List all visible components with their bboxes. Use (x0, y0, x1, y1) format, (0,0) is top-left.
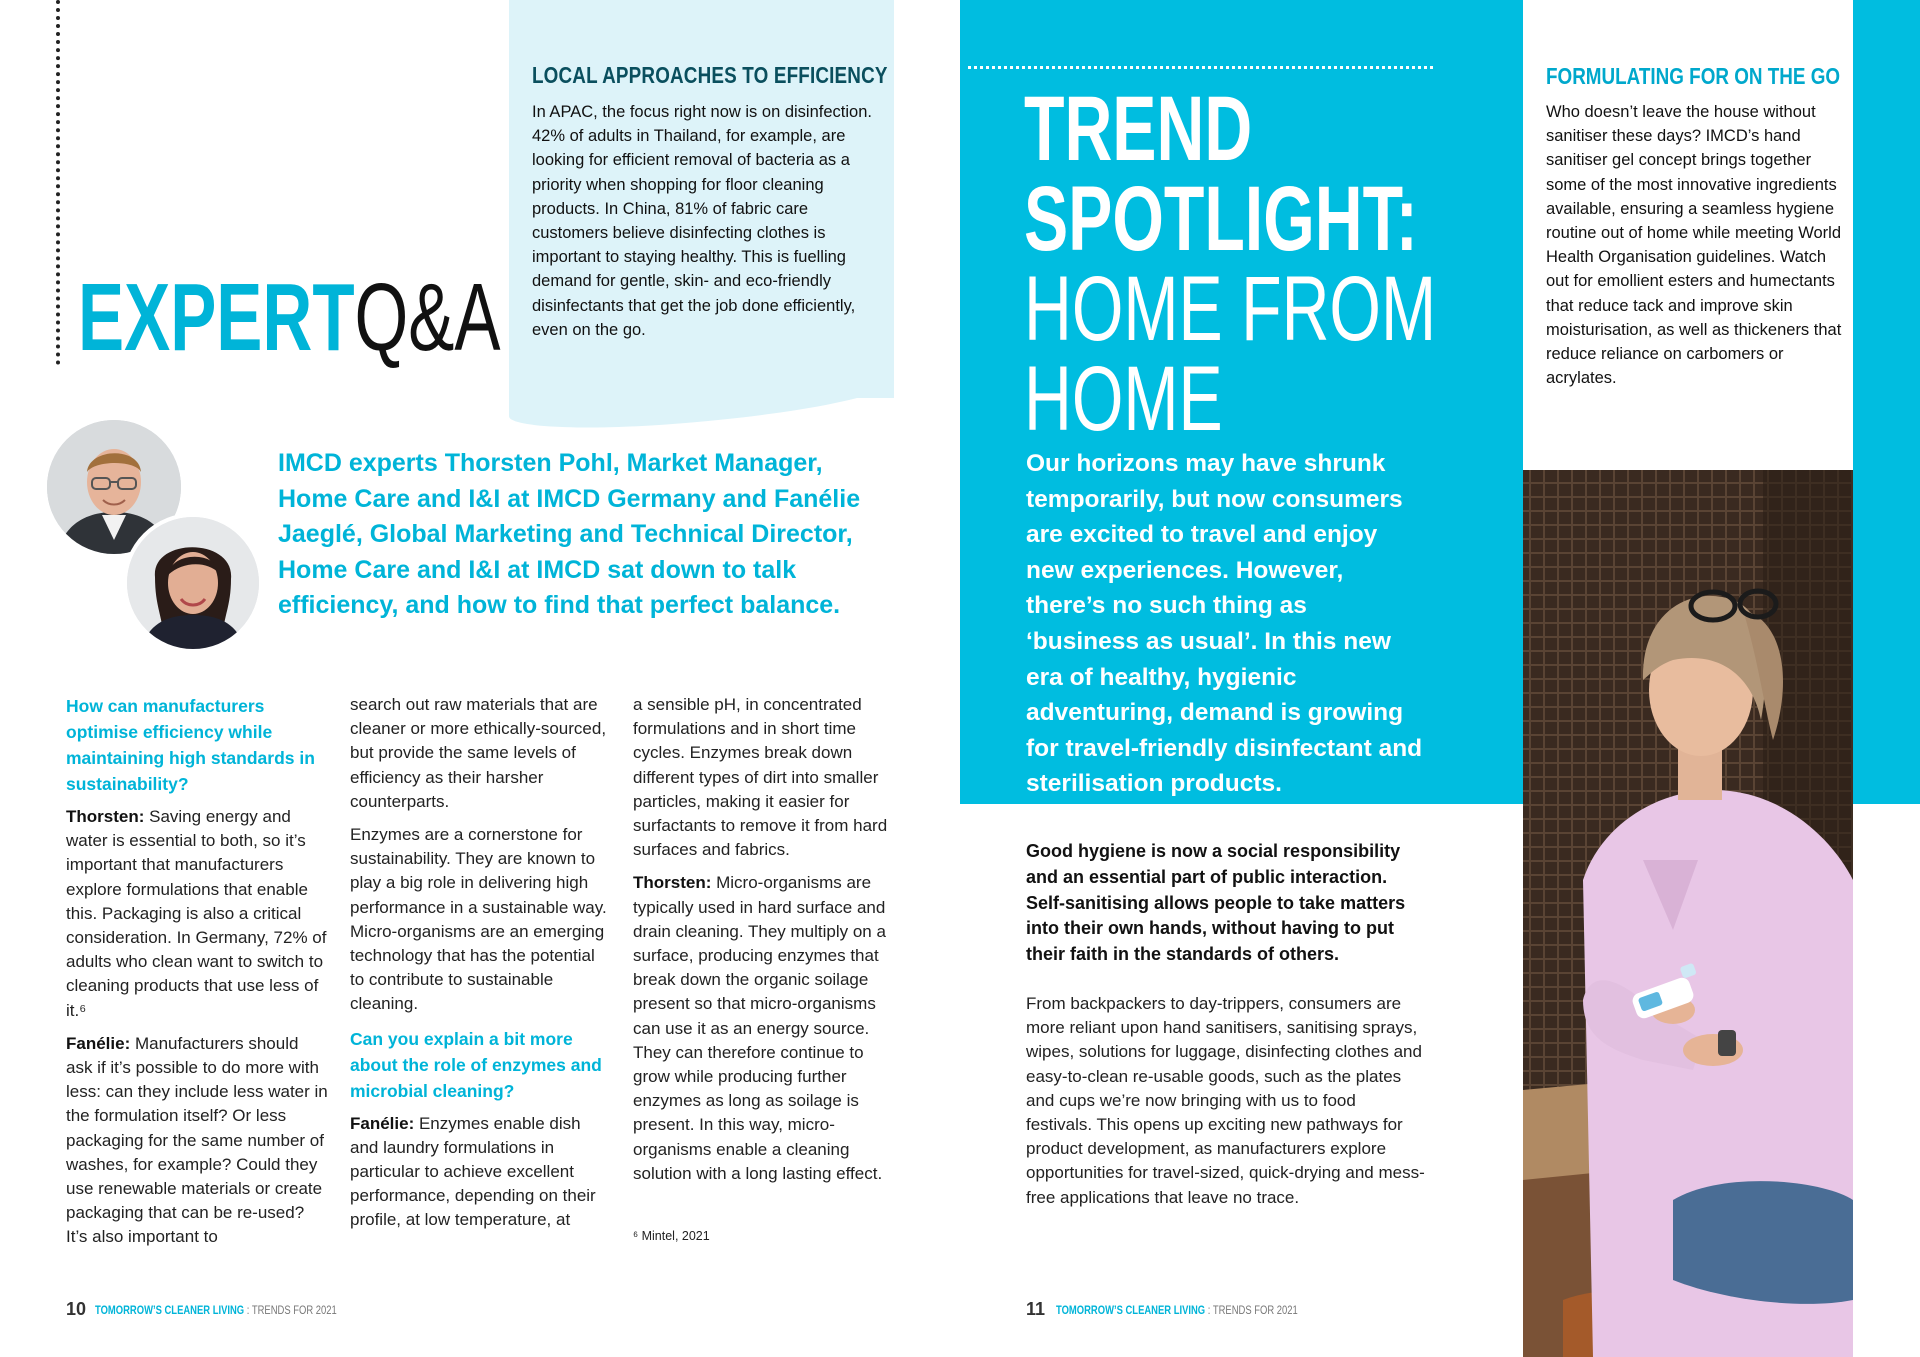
dotted-rule (56, 0, 60, 365)
speaker-thorsten: Thorsten: (633, 873, 712, 893)
page-number-right: 11 (1026, 1299, 1046, 1319)
formulating-sidebar-body: Who doesn’t leave the house without sanitiser these days? IMCD’s hand sanitiser gel concept brings together some of the most innovative ingredients available, ensuring a seamless hygiene routine out of home while meeting World Health Organisation guidelines. Watch out for emollient esters and humectants that reduce tack and improve skin moisturisation, as well as thickeners that reduce reliance on carbomers or acrylates. (1546, 103, 1842, 388)
answer-1-text: Saving energy and water is essential to both, so it’s important that manufacturers explore formulations that enable this. Packaging is also a critical consideration. In Germany, 72% of adults who clean want to switch to cleaning products that use less of it.⁶ (66, 807, 327, 1020)
panel-curve (1523, 400, 1853, 480)
column-2-paragraph-2: Enzymes are a cornerstone for sustainability. They are known to play a big role in delivering high performance in a sustainable way. Micro-organisms are an emerging technology that has the potential to contribute to sustainable cleaning. (350, 825, 607, 1014)
answer-1 (66, 805, 328, 1023)
article-column-1 (66, 693, 328, 1259)
footer-edition: TRENDS FOR 2021 (251, 1305, 337, 1317)
question-2: Can you explain a bit more about the role of enzymes and microbial cleaning? (350, 1028, 602, 1101)
hygiene-body: From backpackers to day-trippers, consumers are more reliant upon hand sanitisers, sanitising sprays, wipes, solutions for luggage, disinfecting clothes and easy-to-clean re-usable goods, such as the plates and cups we’re now bringing with us to food festivals. This opens up exciting new pathways for product development, as manufacturers explore opportunities for travel-sized, quick-drying and mess-free applications that leave no trace. (1026, 994, 1425, 1207)
footer-edition: TRENDS FOR 2021 (1212, 1305, 1298, 1317)
footer-separator: : (1205, 1305, 1213, 1317)
title-line-3: HOME FROM (1024, 258, 1437, 360)
avatar-fanelie (123, 513, 263, 653)
intro-paragraph: IMCD experts Thorsten Pohl, Market Manager, Home Care and I&I at IMCD Germany and Fanélie Jaeglé, Global Marketing and Technical Director, Home Care and I&I at IMCD sat down to talk efficiency, and how to find that perfect balance. (278, 449, 861, 619)
speaker-thorsten: Thorsten: (66, 807, 145, 826)
title-line-4: HOME (1024, 348, 1223, 450)
speaker-fanelie: Fanélie: (66, 1033, 131, 1053)
trend-title (1024, 78, 1437, 450)
article-column-3 (633, 693, 898, 1195)
answer-4-text: Micro-organisms are typically used in hard surface and drain cleaning. They multiply on a surface, producing enzymes that break down the organic soilage present so that micro-organisms can use it as an energy source. They can therefore continue to grow while producing further enzymes as long as soilage is present. In this way, micro-organisms enable a cleaning solution with a long lasting effect. (633, 873, 886, 1183)
apac-sidebar-body: In APAC, the focus right now is on disinfection. 42% of adults in Thailand, for example, are looking for efficient removal of bacteria as a priority when shopping for floor cleaning products. In China, 81% of fabric care customers believe disinfecting clothes is important to staying healthy. This is fuelling demand for gentle, skin- and eco-friendly disinfectants that get the job done efficiently, even on the go. (532, 103, 872, 339)
answer-3-text: Enzymes enable dish and laundry formulations in particular to achieve excellent performance, depending on their profile, at low temperature, at (350, 1113, 596, 1230)
margin-strip (1853, 804, 1920, 1357)
page-title (78, 264, 501, 371)
accent-strip (1853, 0, 1920, 804)
article-column-2 (350, 693, 612, 1242)
footer-separator: : (244, 1305, 252, 1317)
speaker-fanelie: Fanélie: (350, 1113, 415, 1133)
footer-brand: TOMORROW’S CLEANER LIVING (95, 1305, 245, 1317)
title-bold: EXPERT (78, 264, 355, 371)
answer-4 (633, 871, 898, 1186)
page-number-left: 10 (66, 1299, 87, 1319)
column-3-paragraph-1: a sensible pH, in concentrated formulations and in short time cycles. Enzymes break down different types of dirt into smaller particles, making it easier for surfactants to remove it from hard surfaces and fabrics. (633, 695, 888, 860)
title-line-1: TREND (1024, 78, 1253, 180)
footer-brand: TOMORROW’S CLEANER LIVING (1056, 1305, 1206, 1317)
answer-2-text: Manufacturers should ask if it’s possible to do more with less: can they include less water in the formulation itself? Or less packaging for the same number of washes, for example? Could they use renewable materials or create packaging that can be re-used? It’s also important to (66, 1033, 328, 1247)
hygiene-lead: Good hygiene is now a social responsibility and an essential part of public interaction. Self-sanitising allows people to take matters into their own hands, without having to put their faith in the standards of others. (1026, 841, 1406, 965)
footnote: ⁶ Mintel, 2021 (633, 1229, 710, 1243)
formulating-sidebar-title: FORMULATING FOR ON THE GO (1546, 63, 1841, 89)
portrait-fanelie-image (127, 517, 259, 649)
running-footer-right (1056, 1305, 1298, 1317)
title-line-2: SPOTLIGHT: (1024, 168, 1418, 270)
answer-2 (66, 1032, 328, 1250)
column-2-paragraph-1: search out raw materials that are cleaner or more ethically-sourced, but provide the same levels of efficiency as their harsher counterparts. (350, 695, 607, 811)
dotted-rule-top (968, 66, 1433, 69)
trend-lead: Our horizons may have shrunk temporarily, but now consumers are excited to travel and enjoy new experiences. However, there’s no such thing as ‘business as usual’. In this new era of healthy, hygienic adventuring, demand is growing for travel-friendly disinfectant and sterilisation products. (1026, 450, 1423, 798)
title-light: Q&A (354, 264, 501, 371)
apac-sidebar-title: LOCAL APPROACHES TO EFFICIENCY (532, 62, 888, 88)
running-footer-left (95, 1305, 337, 1317)
question-1: How can manufacturers optimise efficiency while maintaining high standards in sustainability? (66, 696, 315, 794)
answer-3 (350, 1112, 612, 1233)
